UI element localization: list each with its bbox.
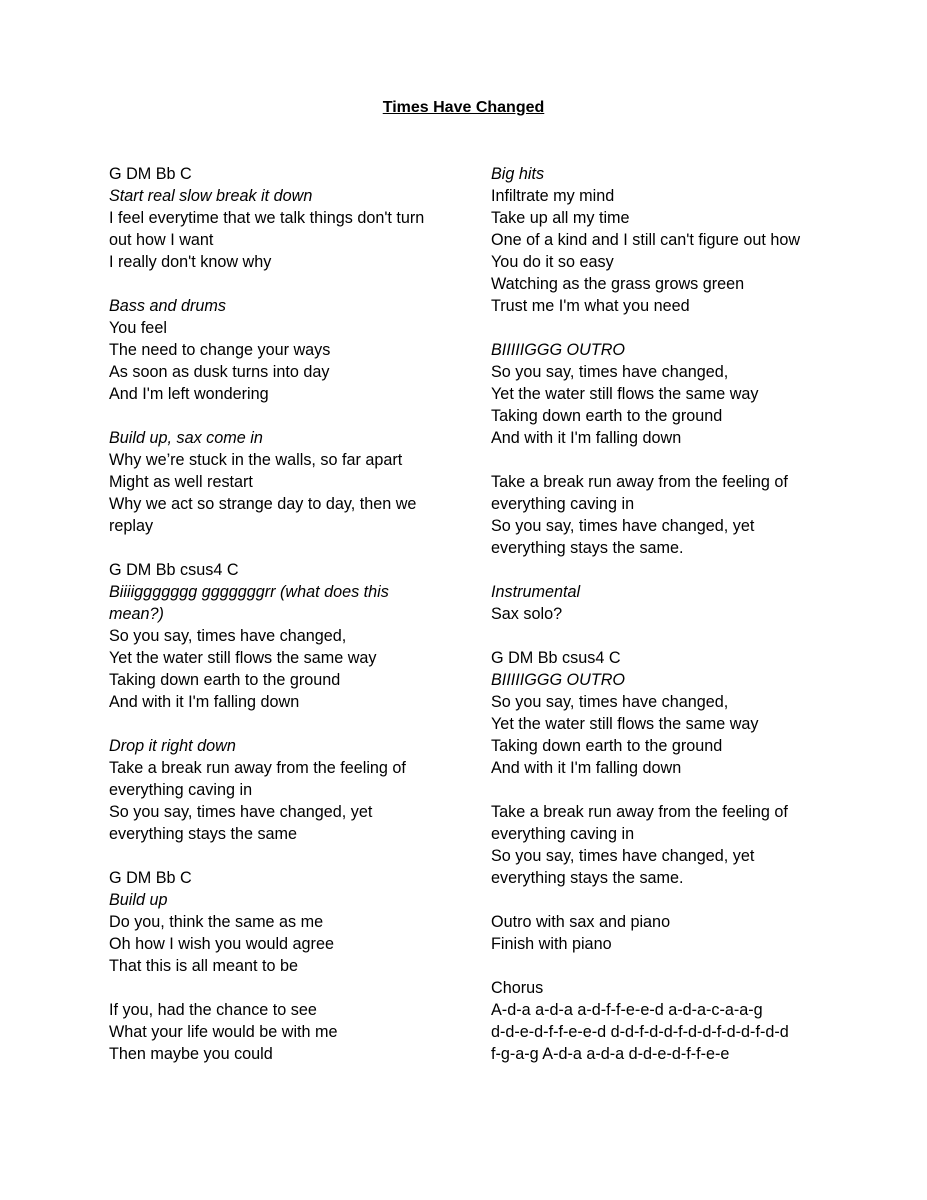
lyric-line: Bass and drums: [109, 297, 226, 315]
lyric-line: And with it I'm falling down: [491, 429, 682, 447]
lyric-line: everything stays the same: [109, 825, 298, 843]
left-lyrics-column: [109, 163, 454, 1065]
lyric-line: d-d-e-d-f-f-e-e-d d-d-f-d-d-f-d-d-f-d-d-f-d-d: [491, 1023, 789, 1041]
lyric-line: BIIIIIGGG OUTRO: [491, 671, 626, 689]
lyric-line: Sax solo?: [491, 605, 563, 623]
lyric-line: A-d-a a-d-a a-d-f-f-e-e-d a-d-a-c-a-a-g: [491, 1001, 763, 1019]
lyric-line: everything caving in: [109, 781, 253, 799]
lyric-line: And with it I'm falling down: [491, 759, 682, 777]
blank-line: [491, 449, 836, 471]
lyric-line: So you say, times have changed, yet: [491, 847, 755, 865]
lyric-line: Do you, think the same as me: [109, 913, 324, 931]
lyric-line: Outro with sax and piano: [491, 913, 671, 931]
lyric-line: out how I want: [109, 231, 214, 249]
lyric-line: G DM Bb C: [109, 165, 192, 183]
lyric-line: Take up all my time: [491, 209, 630, 227]
lyric-line: Take a break run away from the feeling of: [109, 759, 406, 777]
blank-line: [491, 889, 836, 911]
blank-line: [491, 317, 836, 339]
lyric-line: I feel everytime that we talk things don't turn: [109, 209, 425, 227]
lyric-line: So you say, times have changed, yet: [491, 517, 755, 535]
lyric-line: Take a break run away from the feeling of: [491, 803, 788, 821]
document-title: Times Have Changed: [382, 99, 545, 116]
lyric-line: everything caving in: [491, 495, 635, 513]
lyric-line: Might as well restart: [109, 473, 253, 491]
lyric-line: Why we’re stuck in the walls, so far apart: [109, 451, 403, 469]
lyric-line: Start real slow break it down: [109, 187, 313, 205]
lyric-line: Yet the water still flows the same way: [491, 385, 759, 403]
lyric-line: Infiltrate my mind: [491, 187, 615, 205]
lyric-line: Oh how I wish you would agree: [109, 935, 334, 953]
lyric-line: replay: [109, 517, 154, 535]
lyric-line: You feel: [109, 319, 167, 337]
lyric-line: Build up: [109, 891, 168, 909]
lyric-line: f-g-a-g A-d-a a-d-a d-d-e-d-f-f-e-e: [491, 1045, 730, 1063]
right-lyrics-column: [491, 163, 836, 1065]
blank-line: [109, 537, 454, 559]
lyric-line: Big hits: [491, 165, 545, 183]
lyric-line: Yet the water still flows the same way: [109, 649, 377, 667]
lyric-line: So you say, times have changed,: [109, 627, 347, 645]
lyric-line: If you, had the chance to see: [109, 1001, 317, 1019]
blank-line: [109, 713, 454, 735]
lyric-line: Drop it right down: [109, 737, 236, 755]
lyric-line: everything stays the same.: [491, 869, 684, 887]
blank-line: [109, 845, 454, 867]
lyric-line: The need to change your ways: [109, 341, 331, 359]
lyric-line: As soon as dusk turns into day: [109, 363, 330, 381]
blank-line: [109, 273, 454, 295]
lyric-line: And with it I'm falling down: [109, 693, 300, 711]
lyric-line: Biiiiggggggg gggggggrr (what does this: [109, 583, 389, 601]
lyric-line: Take a break run away from the feeling of: [491, 473, 788, 491]
lyric-line: everything stays the same.: [491, 539, 684, 557]
lyric-line: Chorus: [491, 979, 544, 997]
lyric-line: Why we act so strange day to day, then we: [109, 495, 417, 513]
blank-line: [491, 779, 836, 801]
lyric-line: Then maybe you could: [109, 1045, 273, 1063]
lyric-line: BIIIIIGGG OUTRO: [491, 341, 626, 359]
lyric-line: Taking down earth to the ground: [491, 407, 723, 425]
lyric-line: So you say, times have changed,: [491, 693, 729, 711]
lyric-line: mean?): [109, 605, 164, 623]
lyric-line: Yet the water still flows the same way: [491, 715, 759, 733]
lyric-line: Trust me I'm what you need: [491, 297, 690, 315]
lyric-line: Taking down earth to the ground: [109, 671, 341, 689]
lyric-line: One of a kind and I still can't figure out how: [491, 231, 801, 249]
blank-line: [491, 559, 836, 581]
lyric-line: So you say, times have changed, yet: [109, 803, 373, 821]
lyric-line: Instrumental: [491, 583, 581, 601]
lyric-line: What your life would be with me: [109, 1023, 338, 1041]
blank-line: [491, 955, 836, 977]
lyric-line: Finish with piano: [491, 935, 612, 953]
lyric-line: Build up, sax come in: [109, 429, 263, 447]
lyric-line: And I'm left wondering: [109, 385, 269, 403]
blank-line: [491, 625, 836, 647]
blank-line: [109, 405, 454, 427]
lyric-line: I really don't know why: [109, 253, 272, 271]
lyric-line: You do it so easy: [491, 253, 614, 271]
lyric-line: Watching as the grass grows green: [491, 275, 745, 293]
lyric-line: G DM Bb csus4 C: [109, 561, 239, 579]
lyric-line: So you say, times have changed,: [491, 363, 729, 381]
blank-line: [109, 977, 454, 999]
lyric-line: G DM Bb csus4 C: [491, 649, 621, 667]
lyric-line: G DM Bb C: [109, 869, 192, 887]
lyric-line: Taking down earth to the ground: [491, 737, 723, 755]
lyric-line: That this is all meant to be: [109, 957, 298, 975]
lyric-line: everything caving in: [491, 825, 635, 843]
